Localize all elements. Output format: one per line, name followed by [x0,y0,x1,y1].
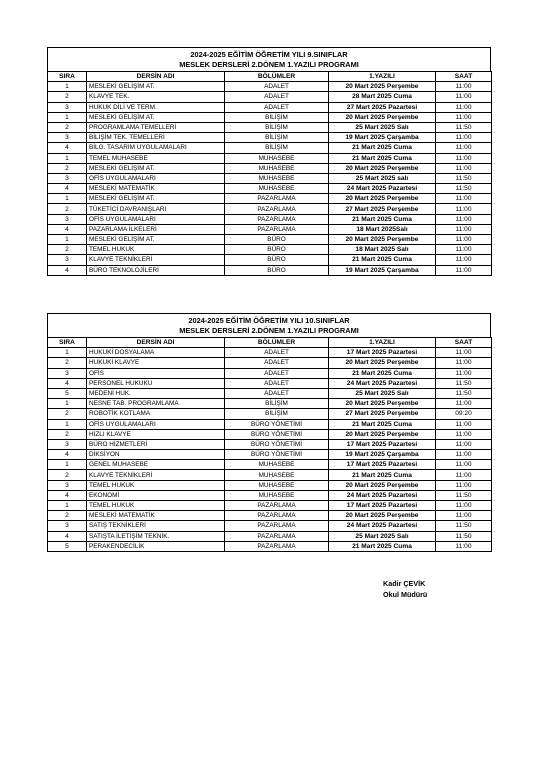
table-title [47,313,491,337]
table-row [48,122,492,132]
cell-sira: 1 [48,501,87,511]
cell-yazili-tarih: 21 Mart 2025 Cuma [329,255,436,265]
cell-bolum: PAZARLAMA [225,521,329,531]
header-ders: DERSİN ADI [87,72,225,82]
header-row [48,338,492,348]
header-ders: DERSİN ADI [87,338,225,348]
table-9-siniflar [47,47,491,276]
table-row [48,490,492,500]
cell-ders-adi: PAZARLAMA İLKELERİ [87,224,225,234]
cell-sira: 2 [48,511,87,521]
header-yazili: 1.YAZILI [329,72,436,82]
cell-yazili-tarih: 24 Mart 2025 Pazartesi [329,378,436,388]
table-row [48,409,492,419]
cell-yazili-tarih: 18 Mart 2025Salı [329,224,436,234]
cell-sira: 3 [48,521,87,531]
cell-saat: 11:00 [436,194,492,204]
cell-yazili-tarih: 21 Mart 2025 Cuma [329,368,436,378]
exam-table [47,71,492,276]
cell-yazili-tarih: 28 Mart 2025 Cuma [329,92,436,102]
cell-bolum: BÜRO [225,265,329,275]
cell-bolum: ADALET [225,82,329,92]
cell-sira: 3 [48,368,87,378]
cell-saat: 11:00 [436,460,492,470]
header-bolum: BÖLÜMLER [225,338,329,348]
cell-yazili-tarih: 20 Mart 2025 Perşembe [329,163,436,173]
cell-ders-adi: TEMEL HUKUK [87,245,225,255]
cell-sira: 4 [48,378,87,388]
cell-sira: 3 [48,133,87,143]
cell-bolum: MUHASEBE [225,184,329,194]
cell-bolum: ADALET [225,102,329,112]
table-10-siniflar [47,313,491,552]
cell-saat: 11:00 [436,133,492,143]
cell-sira: 3 [48,439,87,449]
cell-saat: 11:00 [436,265,492,275]
cell-yazili-tarih: 20 Mart 2025 Perşembe [329,358,436,368]
cell-ders-adi: OFİS [87,368,225,378]
cell-ders-adi: KLAVYE TEKNİKLERİ [87,470,225,480]
cell-bolum: BİLİŞİM [225,122,329,132]
cell-bolum: BİLİŞİM [225,399,329,409]
cell-bolum: MUHASEBE [225,153,329,163]
cell-sira: 1 [48,235,87,245]
cell-ders-adi: SATIŞTA İLETİŞİM TEKNİK. [87,531,225,541]
cell-sira: 2 [48,358,87,368]
cell-yazili-tarih: 25 Mart 2025 Salı [329,122,436,132]
table-row [48,184,492,194]
cell-sira: 2 [48,122,87,132]
cell-saat: 11:00 [436,214,492,224]
cell-saat: 11:00 [436,511,492,521]
cell-saat: 11:00 [436,429,492,439]
cell-saat: 11:00 [436,439,492,449]
cell-saat: 11:00 [436,204,492,214]
cell-bolum: BÜRO YÖNETİMİ [225,429,329,439]
cell-bolum: BİLİŞİM [225,143,329,153]
table-row [48,102,492,112]
cell-yazili-tarih: 20 Mart 2025 Perşembe [329,480,436,490]
cell-bolum: PAZARLAMA [225,224,329,234]
table-row [48,470,492,480]
table-row [48,460,492,470]
cell-ders-adi: PERSONEL HUKUKU [87,378,225,388]
cell-ders-adi: SATIŞ TEKNİKLERİ [87,521,225,531]
cell-bolum: PAZARLAMA [225,194,329,204]
cell-ders-adi: KLAVYE TEKNİKLERİ [87,255,225,265]
cell-yazili-tarih: 27 Mart 2025 Pazartesi [329,102,436,112]
cell-bolum: MUHASEBE [225,480,329,490]
cell-saat: 11:00 [436,368,492,378]
cell-bolum: MUHASEBE [225,173,329,183]
cell-yazili-tarih: 18 Mart 2025 Salı [329,245,436,255]
cell-sira: 1 [48,82,87,92]
cell-sira: 2 [48,470,87,480]
cell-ders-adi: ROBOTİK KOTLAMA [87,409,225,419]
table-row [48,429,492,439]
cell-sira: 4 [48,224,87,234]
table-row [48,419,492,429]
cell-bolum: MUHASEBE [225,460,329,470]
cell-yazili-tarih: 21 Mart 2025 Cuma [329,470,436,480]
cell-bolum: ADALET [225,92,329,102]
cell-yazili-tarih: 21 Mart 2025 Cuma [329,419,436,429]
cell-sira: 4 [48,490,87,500]
cell-yazili-tarih: 19 Mart 2025 Çarşamba [329,450,436,460]
cell-yazili-tarih: 21 Mart 2025 Cuma [329,143,436,153]
cell-sira: 4 [48,143,87,153]
cell-bolum: ADALET [225,388,329,398]
cell-yazili-tarih: 20 Mart 2025 Perşembe [329,194,436,204]
cell-sira: 1 [48,112,87,122]
table-row [48,245,492,255]
table-row [48,531,492,541]
table-row [48,378,492,388]
cell-yazili-tarih: 17 Mart 2025 Pazartesi [329,501,436,511]
cell-yazili-tarih: 25 Mart 2025 Salı [329,531,436,541]
cell-sira: 3 [48,173,87,183]
table-row [48,358,492,368]
cell-bolum: BÜRO YÖNETİMİ [225,439,329,449]
cell-yazili-tarih: 21 Mart 2025 Cuma [329,541,436,551]
cell-sira: 1 [48,419,87,429]
table-row [48,480,492,490]
cell-bolum: BİLİŞİM [225,409,329,419]
cell-saat: 11:00 [436,501,492,511]
cell-sira: 3 [48,480,87,490]
cell-sira: 4 [48,265,87,275]
cell-yazili-tarih: 20 Mart 2025 Perşembe [329,235,436,245]
cell-ders-adi: KLAVYE TEK. [87,92,225,102]
table-row [48,224,492,234]
cell-sira: 2 [48,92,87,102]
cell-sira: 2 [48,409,87,419]
title-line-1: 2024-2025 EĞİTİM ÖĞRETİM YILI 10.SINIFLAR [188,316,350,325]
table-row [48,235,492,245]
table-row [48,388,492,398]
cell-sira: 1 [48,348,87,358]
cell-sira: 5 [48,541,87,551]
cell-ders-adi: NESNE TAB. PROGRAMLAMA [87,399,225,409]
cell-bolum: PAZARLAMA [225,501,329,511]
signature-name: Kadir ÇEVİK [383,579,426,588]
cell-ders-adi: MESLEKİ GELİŞİM AT. [87,194,225,204]
cell-saat: 11:00 [436,92,492,102]
cell-saat: 11:00 [436,450,492,460]
cell-sira: 4 [48,531,87,541]
cell-yazili-tarih: 19 Mart 2025 Çarşamba [329,133,436,143]
cell-saat: 11:00 [436,419,492,429]
header-bolum: BÖLÜMLER [225,72,329,82]
cell-bolum: ADALET [225,368,329,378]
cell-saat: 11:50 [436,173,492,183]
cell-ders-adi: BİLİŞİM TEK. TEMELLERİ [87,133,225,143]
table-row [48,255,492,265]
cell-bolum: BÜRO [225,255,329,265]
table-row [48,541,492,551]
cell-yazili-tarih: 20 Mart 2025 Perşembe [329,82,436,92]
cell-ders-adi: HUKUKİ DOSYALAMA [87,348,225,358]
cell-saat: 11:00 [436,348,492,358]
cell-ders-adi: TÜKETİCİ DAVRANIŞLARI [87,204,225,214]
cell-saat: 11:00 [436,399,492,409]
cell-yazili-tarih: 20 Mart 2025 Perşembe [329,399,436,409]
signature-block [383,578,427,600]
cell-ders-adi: HUKUKİ KLAVYE [87,358,225,368]
cell-bolum: ADALET [225,378,329,388]
title-line-2: MESLEK DERSLERİ 2.DÖNEM 1.YAZILI PROGRAMI [179,60,359,69]
cell-ders-adi: BİLG. TASARIM UYGULAMALARI [87,143,225,153]
cell-ders-adi: MESLEKİ GELİŞİM AT. [87,235,225,245]
cell-bolum: BİLİŞİM [225,112,329,122]
cell-yazili-tarih: 27 Mart 2025 Perşembe [329,204,436,214]
cell-bolum: ADALET [225,358,329,368]
cell-saat: 11:50 [436,378,492,388]
cell-bolum: BÜRO [225,235,329,245]
exam-table [47,337,492,552]
cell-ders-adi: TEMEL HUKUK [87,480,225,490]
header-row [48,72,492,82]
cell-ders-adi: MESLEKİ GELİŞİM AT. [87,112,225,122]
cell-bolum: PAZARLAMA [225,204,329,214]
table-row [48,112,492,122]
table-row [48,450,492,460]
cell-sira: 1 [48,194,87,204]
cell-sira: 5 [48,388,87,398]
table-row [48,133,492,143]
title-line-2: MESLEK DERSLERİ 2.DÖNEM 1.YAZILI PROGRAMI [179,326,359,335]
cell-yazili-tarih: 24 Mart 2025 Pazartesi [329,490,436,500]
cell-sira: 1 [48,460,87,470]
header-saat: SAAT [436,338,492,348]
cell-bolum: MUHASEBE [225,490,329,500]
cell-ders-adi: HUKUK DİLİ VE TERM. [87,102,225,112]
cell-saat: 11:50 [436,531,492,541]
cell-saat: 11:00 [436,358,492,368]
cell-bolum: PAZARLAMA [225,511,329,521]
cell-yazili-tarih: 17 Mart 2025 Pazartesi [329,348,436,358]
cell-ders-adi: TEMEL HUKUK [87,501,225,511]
table-row [48,214,492,224]
cell-sira: 2 [48,429,87,439]
header-sira: SIRA [48,72,87,82]
cell-bolum: BİLİŞİM [225,133,329,143]
cell-saat: 11:00 [436,143,492,153]
header-yazili: 1.YAZILI [329,338,436,348]
cell-sira: 4 [48,450,87,460]
cell-ders-adi: OFİS UYGULAMALARI [87,214,225,224]
cell-saat: 11:50 [436,521,492,531]
cell-bolum: BÜRO YÖNETİMİ [225,419,329,429]
cell-yazili-tarih: 21 Mart 2025 Cuma [329,214,436,224]
table-row [48,265,492,275]
cell-sira: 2 [48,204,87,214]
cell-saat: 11:50 [436,184,492,194]
cell-yazili-tarih: 27 Mart 2025 Perşembe [329,409,436,419]
cell-yazili-tarih: 24 Mart 2025 Pazartesi [329,184,436,194]
table-row [48,92,492,102]
cell-yazili-tarih: 20 Mart 2025 Perşembe [329,112,436,122]
cell-saat: 11:00 [436,112,492,122]
table-row [48,348,492,358]
cell-saat: 11:00 [436,235,492,245]
cell-bolum: PAZARLAMA [225,214,329,224]
cell-yazili-tarih: 24 Mart 2025 Pazartesi [329,521,436,531]
cell-ders-adi: GENEL MUHASEBE [87,460,225,470]
cell-saat: 11:50 [436,388,492,398]
cell-yazili-tarih: 21 Mart 2025 Cuma [329,153,436,163]
table-row [48,153,492,163]
cell-saat: 11:00 [436,255,492,265]
cell-saat: 09:20 [436,409,492,419]
cell-saat: 11:00 [436,245,492,255]
table-row [48,194,492,204]
cell-saat: 11:00 [436,163,492,173]
cell-ders-adi: TEMEL MUHASEBE [87,153,225,163]
cell-bolum: PAZARLAMA [225,531,329,541]
cell-ders-adi: MESLEKİ MATEMATİK [87,511,225,521]
cell-saat: 11:50 [436,490,492,500]
cell-saat: 11:00 [436,470,492,480]
cell-bolum: PAZARLAMA [225,541,329,551]
cell-sira: 1 [48,399,87,409]
cell-saat: 11:00 [436,153,492,163]
table-body [48,348,492,552]
cell-yazili-tarih: 25 Mart 2025 salı [329,173,436,183]
table-body [48,82,492,276]
cell-yazili-tarih: 20 Mart 2025 Perşembe [329,429,436,439]
header-saat: SAAT [436,72,492,82]
cell-sira: 1 [48,153,87,163]
cell-sira: 2 [48,163,87,173]
cell-bolum: MUHASEBE [225,470,329,480]
cell-bolum: BÜRO [225,245,329,255]
cell-ders-adi: PROGRAMLAMA TEMELLERİ [87,122,225,132]
cell-ders-adi: MEDENİ HUK. [87,388,225,398]
signature-title: Okul Müdürü [383,590,428,599]
table-row [48,501,492,511]
cell-ders-adi: MESLEKİ GELİŞİM AT. [87,163,225,173]
cell-ders-adi: DİKSİYON [87,450,225,460]
table-row [48,511,492,521]
cell-bolum: MUHASEBE [225,163,329,173]
cell-saat: 11:00 [436,541,492,551]
cell-yazili-tarih: 19 Mart 2025 Çarşamba [329,265,436,275]
title-line-1: 2024-2025 EĞİTİM ÖĞRETİM YILI 9.SINIFLAR [190,50,348,59]
table-row [48,163,492,173]
cell-saat: 11:00 [436,480,492,490]
table-row [48,521,492,531]
table-row [48,399,492,409]
cell-ders-adi: BÜRO HİZMETLERİ [87,439,225,449]
cell-saat: 11:00 [436,224,492,234]
cell-saat: 11:00 [436,102,492,112]
table-row [48,173,492,183]
table-title [47,47,491,71]
header-sira: SIRA [48,338,87,348]
cell-sira: 2 [48,245,87,255]
cell-ders-adi: MESLEKİ GELİŞİM AT. [87,82,225,92]
cell-saat: 11:50 [436,122,492,132]
cell-sira: 3 [48,102,87,112]
cell-ders-adi: MESLEKİ MATEMATİK [87,184,225,194]
cell-ders-adi: PERAKENDECİLİK [87,541,225,551]
cell-yazili-tarih: 25 Mart 2025 Salı [329,388,436,398]
cell-bolum: ADALET [225,348,329,358]
cell-ders-adi: BÜRO TEKNOLOJİLERİ [87,265,225,275]
cell-sira: 3 [48,214,87,224]
cell-ders-adi: OFİS UYGULAMALARI [87,419,225,429]
table-row [48,204,492,214]
cell-yazili-tarih: 17 Mart 2025 Pazartesi [329,460,436,470]
cell-ders-adi: OFİS UYGULAMALARI [87,173,225,183]
table-row [48,439,492,449]
cell-ders-adi: HIZLI KLAVYE [87,429,225,439]
cell-bolum: BÜRO YÖNETİMİ [225,450,329,460]
table-row [48,143,492,153]
cell-yazili-tarih: 20 Mart 2025 Perşembe [329,511,436,521]
cell-yazili-tarih: 17 Mart 2025 Pazartesi [329,439,436,449]
cell-saat: 11:00 [436,82,492,92]
cell-ders-adi: EKONOMİ [87,490,225,500]
cell-sira: 4 [48,184,87,194]
table-row [48,368,492,378]
table-row [48,82,492,92]
cell-sira: 3 [48,255,87,265]
